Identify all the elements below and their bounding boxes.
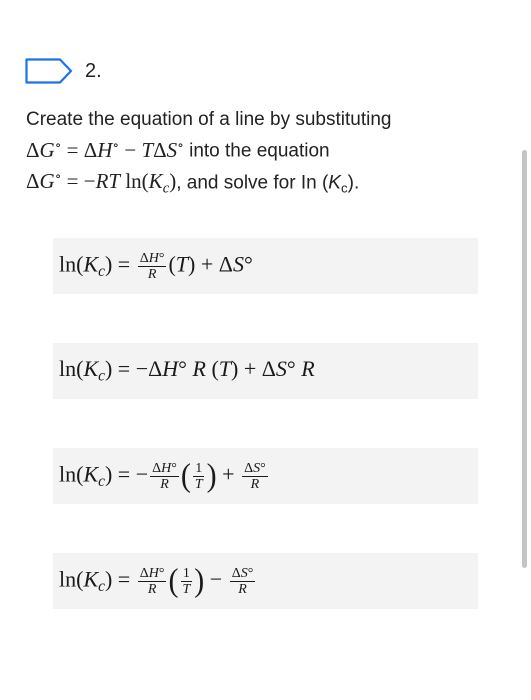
answer-choices (53, 238, 478, 609)
prompt-line-1: Create the equation of a line by substituting (26, 109, 392, 130)
question-prompt (26, 107, 496, 201)
fraction: $\frac{\Delta H^\circ}{R}$ (139, 250, 165, 282)
choice-b[interactable] (53, 343, 478, 399)
choice-a[interactable] (53, 238, 478, 294)
choice-a-equation: $\ln(K_c)$ = $\frac{\Delta H^\circ}{R}$ (T) + ΔS° (59, 250, 253, 282)
choice-b-equation: $\ln(K_c) = -\Delta H^\circ$ R (T) + ΔS° R (59, 356, 315, 385)
fraction: $\frac{\Delta S^\circ}{R}$ (244, 460, 266, 492)
prompt-line-2-text: into the equation (189, 140, 330, 162)
fraction: $\frac{\Delta H^\circ}{R}$ (139, 565, 165, 597)
choice-d-equation: $\ln(K_c)$ = $\frac{\Delta H^\circ}{R}$ ( $\frac{1}{T}$ ) − $\frac{\Delta S^\circ}{R}$ (59, 562, 254, 599)
prompt-line-3-end: ). (347, 172, 360, 193)
choice-c-equation: $\ln(K_c)$ = − $\frac{\Delta H^\circ}{R}$ ( $\frac{1}{T}$ ) + $\frac{\Delta S^\circ}{R}$ (59, 457, 266, 494)
equilibrium-equation: ΔG∘ = −RT $\ln(K_c)$ (26, 168, 177, 197)
prompt-line-3-text: , and solve for In ( (176, 172, 329, 193)
fraction: $\frac{\Delta S^\circ}{R}$ (231, 565, 254, 597)
fraction: $\frac{1}{T}$ (194, 460, 203, 492)
flag-icon[interactable] (25, 58, 73, 84)
prompt-line-2 (26, 132, 496, 164)
choice-d[interactable] (53, 553, 478, 609)
prompt-line-3-sub: c (340, 179, 348, 195)
scrollbar[interactable] (522, 150, 527, 568)
prompt-line-3: ΔG∘ = −RT $\ln(K_c)$, and solve for In $(K_c)$. (26, 168, 360, 197)
question-number: 2. (85, 59, 102, 82)
fraction: $\frac{\Delta H^\circ}{R}$ (152, 460, 177, 492)
question-header (25, 58, 102, 84)
fraction: $\frac{1}{T}$ (182, 565, 191, 597)
gibbs-equation: ΔG∘ = ΔH∘ − TΔS∘ (26, 137, 184, 162)
choice-c[interactable] (53, 448, 478, 504)
